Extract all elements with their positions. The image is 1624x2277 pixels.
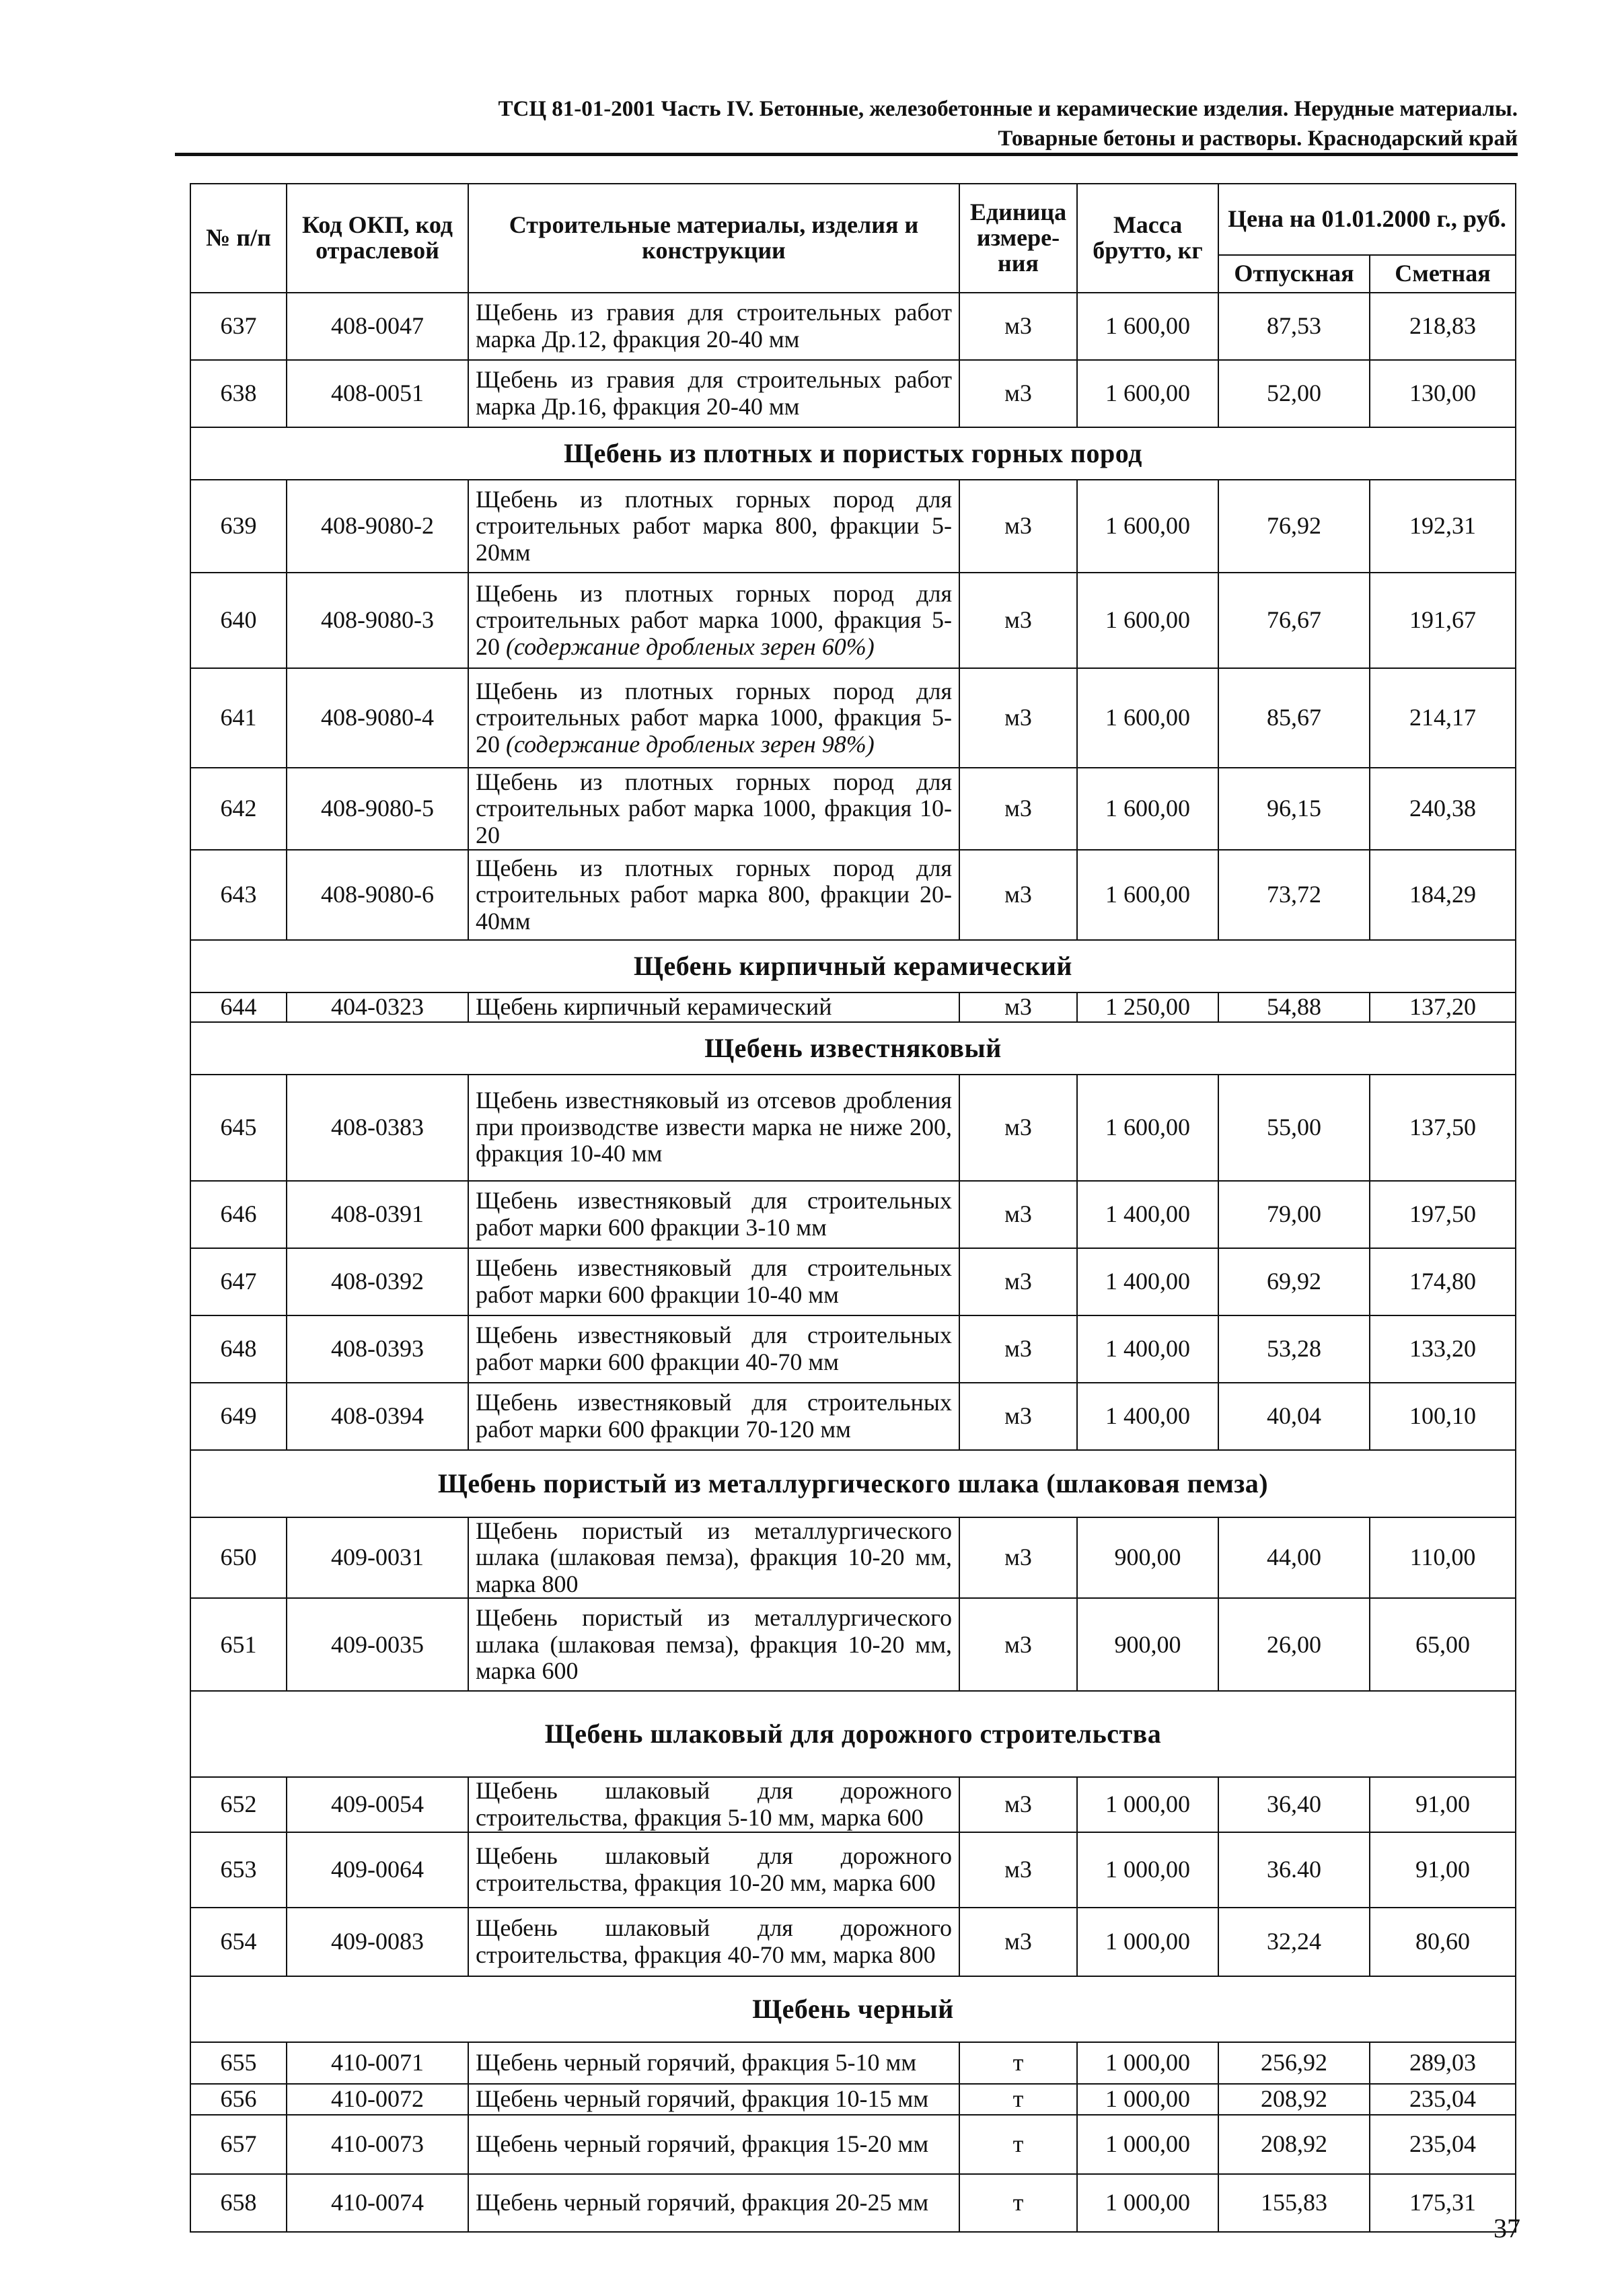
estimate-price-cell: 240,38 — [1370, 768, 1516, 850]
code-cell: 409-0031 — [287, 1517, 468, 1599]
row-number-cell: 656 — [190, 2084, 287, 2115]
row-number-cell: 650 — [190, 1517, 287, 1599]
unit-cell: т — [959, 2174, 1077, 2232]
material-cell — [468, 2174, 959, 2232]
code-cell: 410-0071 — [287, 2042, 468, 2084]
code-cell: 408-0383 — [287, 1075, 468, 1181]
unit-cell: м3 — [959, 668, 1077, 768]
mass-cell: 1 400,00 — [1077, 1383, 1218, 1450]
material-cell — [468, 2084, 959, 2115]
material-name: Щебень известняковый для строительных работ марки 600 фракции 10-40 мм — [476, 1254, 952, 1308]
mass-cell: 1 000,00 — [1077, 1777, 1218, 1832]
row-number-cell: 638 — [190, 360, 287, 427]
code-cell: 408-0391 — [287, 1181, 468, 1248]
row-number-cell: 647 — [190, 1248, 287, 1315]
column-header-mass: Масса брутто, кг — [1077, 184, 1218, 293]
code-cell: 408-9080-4 — [287, 668, 468, 768]
table-row — [190, 1181, 1516, 1248]
estimate-price-cell: 137,50 — [1370, 1075, 1516, 1181]
code-cell: 410-0072 — [287, 2084, 468, 2115]
code-cell: 408-9080-6 — [287, 850, 468, 940]
release-price-cell: 79,00 — [1218, 1181, 1370, 1248]
material-cell — [468, 2115, 959, 2174]
material-cell — [468, 1832, 959, 1908]
unit-cell: м3 — [959, 1832, 1077, 1908]
estimate-price-cell: 191,67 — [1370, 573, 1516, 668]
material-cell — [468, 1383, 959, 1450]
mass-cell: 1 600,00 — [1077, 360, 1218, 427]
unit-cell: м3 — [959, 768, 1077, 850]
release-price-cell: 76,92 — [1218, 480, 1370, 573]
code-cell: 408-9080-2 — [287, 480, 468, 573]
mass-cell: 1 400,00 — [1077, 1181, 1218, 1248]
unit-cell: м3 — [959, 992, 1077, 1022]
estimate-price-cell: 218,83 — [1370, 293, 1516, 360]
unit-cell: м3 — [959, 1777, 1077, 1832]
row-number-cell: 641 — [190, 668, 287, 768]
estimate-price-cell: 175,31 — [1370, 2174, 1516, 2232]
unit-cell: м3 — [959, 1383, 1077, 1450]
material-cell — [468, 1075, 959, 1181]
section-title: Щебень черный — [190, 1976, 1516, 2042]
section-row — [190, 1976, 1516, 2042]
table-row — [190, 360, 1516, 427]
estimate-price-cell: 65,00 — [1370, 1598, 1516, 1691]
unit-cell: м3 — [959, 293, 1077, 360]
column-header-release-price: Отпускная — [1218, 255, 1370, 293]
material-cell — [468, 850, 959, 940]
mass-cell: 1 600,00 — [1077, 1075, 1218, 1181]
release-price-cell: 85,67 — [1218, 668, 1370, 768]
release-price-cell: 36.40 — [1218, 1832, 1370, 1908]
table-row — [190, 293, 1516, 360]
estimate-price-cell: 91,00 — [1370, 1832, 1516, 1908]
estimate-price-cell: 289,03 — [1370, 2042, 1516, 2084]
mass-cell: 1 600,00 — [1077, 850, 1218, 940]
row-number-cell: 651 — [190, 1598, 287, 1691]
row-number-cell: 658 — [190, 2174, 287, 2232]
mass-cell: 1 250,00 — [1077, 992, 1218, 1022]
section-row — [190, 1022, 1516, 1075]
code-cell: 409-0064 — [287, 1832, 468, 1908]
material-name: Щебень пористый из металлургического шлака (шлаковая пемза), фракция 10-20 мм, марка 800 — [476, 1517, 952, 1597]
material-name: Щебень шлаковый для дорожного строительства, фракция 10-20 мм, марка 600 — [476, 1842, 952, 1896]
release-price-cell: 32,24 — [1218, 1908, 1370, 1976]
header-line-2: Товарные бетоны и растворы. Краснодарский край — [998, 126, 1518, 151]
material-cell — [468, 480, 959, 573]
material-name: Щебень из плотных горных пород для строительных работ марка 1000, фракция 5-20 — [476, 677, 952, 758]
release-price-cell: 155,83 — [1218, 2174, 1370, 2232]
estimate-price-cell: 137,20 — [1370, 992, 1516, 1022]
release-price-cell: 44,00 — [1218, 1517, 1370, 1599]
table-row — [190, 2115, 1516, 2174]
unit-cell: м3 — [959, 480, 1077, 573]
mass-cell: 1 000,00 — [1077, 2115, 1218, 2174]
row-number-cell: 654 — [190, 1908, 287, 1976]
material-cell — [468, 293, 959, 360]
table-row — [190, 1075, 1516, 1181]
code-cell: 410-0074 — [287, 2174, 468, 2232]
row-number-cell: 655 — [190, 2042, 287, 2084]
material-name: Щебень известняковый из отсевов дробления при производстве извести марка не ниже 200, фракция 10-40 мм — [476, 1087, 952, 1167]
section-title: Щебень шлаковый для дорожного строительства — [190, 1691, 1516, 1777]
code-cell: 408-0393 — [287, 1315, 468, 1383]
release-price-cell: 52,00 — [1218, 360, 1370, 427]
table-row — [190, 1832, 1516, 1908]
release-price-cell: 96,15 — [1218, 768, 1370, 850]
unit-cell: м3 — [959, 1517, 1077, 1599]
column-header-code: Код ОКП, код отраслевой — [287, 184, 468, 293]
release-price-cell: 208,92 — [1218, 2115, 1370, 2174]
code-cell: 408-0392 — [287, 1248, 468, 1315]
column-header-price-group: Цена на 01.01.2000 г., руб. — [1218, 184, 1516, 255]
estimate-price-cell: 100,10 — [1370, 1383, 1516, 1450]
table-row — [190, 1598, 1516, 1691]
material-name: Щебень известняковый для строительных работ марки 600 фракции 70-120 мм — [476, 1389, 952, 1443]
table-row — [190, 1517, 1516, 1599]
mass-cell: 1 600,00 — [1077, 293, 1218, 360]
row-number-cell: 639 — [190, 480, 287, 573]
mass-cell: 1 600,00 — [1077, 768, 1218, 850]
material-name: Щебень черный горячий, фракция 5-10 мм — [476, 2048, 917, 2076]
material-name: Щебень известняковый для строительных работ марки 600 фракции 40-70 мм — [476, 1322, 952, 1375]
release-price-cell: 69,92 — [1218, 1248, 1370, 1315]
section-row — [190, 940, 1516, 992]
estimate-price-cell: 80,60 — [1370, 1908, 1516, 1976]
estimate-price-cell: 192,31 — [1370, 480, 1516, 573]
section-title: Щебень известняковый — [190, 1022, 1516, 1075]
mass-cell: 1 000,00 — [1077, 1908, 1218, 1976]
table-row — [190, 1248, 1516, 1315]
row-number-cell: 657 — [190, 2115, 287, 2174]
row-number-cell: 649 — [190, 1383, 287, 1450]
code-cell: 408-9080-3 — [287, 573, 468, 668]
mass-cell: 1 000,00 — [1077, 2042, 1218, 2084]
row-number-cell: 643 — [190, 850, 287, 940]
mass-cell: 1 400,00 — [1077, 1248, 1218, 1315]
release-price-cell: 40,04 — [1218, 1383, 1370, 1450]
release-price-cell: 208,92 — [1218, 2084, 1370, 2115]
table-row — [190, 1908, 1516, 1976]
unit-cell: м3 — [959, 573, 1077, 668]
material-name: Щебень шлаковый для дорожного строительства, фракция 5-10 мм, марка 600 — [476, 1777, 952, 1831]
unit-cell: м3 — [959, 850, 1077, 940]
unit-cell: м3 — [959, 360, 1077, 427]
estimate-price-cell: 91,00 — [1370, 1777, 1516, 1832]
mass-cell: 1 000,00 — [1077, 1832, 1218, 1908]
table-row — [190, 850, 1516, 940]
table-row — [190, 2174, 1516, 2232]
section-title: Щебень кирпичный керамический — [190, 940, 1516, 992]
release-price-cell: 55,00 — [1218, 1075, 1370, 1181]
material-name: Щебень черный горячий, фракция 10-15 мм — [476, 2085, 929, 2112]
estimate-price-cell: 235,04 — [1370, 2115, 1516, 2174]
material-cell — [468, 1248, 959, 1315]
material-cell — [468, 668, 959, 768]
material-cell — [468, 1315, 959, 1383]
row-number-cell: 644 — [190, 992, 287, 1022]
code-cell: 409-0054 — [287, 1777, 468, 1832]
estimate-price-cell: 130,00 — [1370, 360, 1516, 427]
estimate-price-cell: 214,17 — [1370, 668, 1516, 768]
section-row — [190, 427, 1516, 480]
material-name: Щебень черный горячий, фракция 15-20 мм — [476, 2130, 929, 2157]
material-cell — [468, 768, 959, 850]
material-name: Щебень из гравия для строительных работ марка Др.12, фракция 20-40 мм — [476, 299, 952, 353]
code-cell: 408-0047 — [287, 293, 468, 360]
estimate-price-cell: 110,00 — [1370, 1517, 1516, 1599]
mass-cell: 900,00 — [1077, 1517, 1218, 1599]
material-name: Щебень из плотных горных пород для строительных работ марка 800, фракции 20-40мм — [476, 854, 952, 935]
release-price-cell: 53,28 — [1218, 1315, 1370, 1383]
table-row — [190, 2042, 1516, 2084]
row-number-cell: 640 — [190, 573, 287, 668]
table-row — [190, 768, 1516, 850]
table-row — [190, 668, 1516, 768]
material-cell — [468, 1181, 959, 1248]
release-price-cell: 36,40 — [1218, 1777, 1370, 1832]
row-number-cell: 645 — [190, 1075, 287, 1181]
estimate-price-cell: 197,50 — [1370, 1181, 1516, 1248]
column-header-num: № п/п — [190, 184, 287, 293]
material-cell — [468, 360, 959, 427]
material-name: Щебень шлаковый для дорожного строительства, фракция 40-70 мм, марка 800 — [476, 1914, 952, 1968]
table-row — [190, 480, 1516, 573]
material-name: Щебень пористый из металлургического шлака (шлаковая пемза), фракция 10-20 мм, марка 600 — [476, 1603, 952, 1685]
release-price-cell: 76,67 — [1218, 573, 1370, 668]
table-row — [190, 1383, 1516, 1450]
material-cell — [468, 992, 959, 1022]
unit-cell: м3 — [959, 1075, 1077, 1181]
mass-cell: 1 600,00 — [1077, 668, 1218, 768]
release-price-cell: 256,92 — [1218, 2042, 1370, 2084]
unit-cell: т — [959, 2042, 1077, 2084]
material-name: Щебень из плотных горных пород для строительных работ марка 1000, фракция 5-20 — [476, 579, 952, 660]
unit-cell: м3 — [959, 1248, 1077, 1315]
material-name: Щебень из плотных горных пород для строительных работ марка 1000, фракция 10-20 — [476, 768, 952, 848]
estimate-price-cell: 184,29 — [1370, 850, 1516, 940]
code-cell: 409-0083 — [287, 1908, 468, 1976]
row-number-cell: 648 — [190, 1315, 287, 1383]
code-cell: 408-0051 — [287, 360, 468, 427]
release-price-cell: 54,88 — [1218, 992, 1370, 1022]
material-name: Щебень известняковый для строительных работ марки 600 фракции 3-10 мм — [476, 1187, 952, 1241]
unit-cell: м3 — [959, 1908, 1077, 1976]
document-header — [175, 94, 1518, 153]
unit-cell: т — [959, 2115, 1077, 2174]
mass-cell: 1 600,00 — [1077, 480, 1218, 573]
section-title: Щебень из плотных и пористых горных пород — [190, 427, 1516, 480]
section-title: Щебень пористый из металлургического шлака (шлаковая пемза) — [190, 1450, 1516, 1517]
code-cell: 408-9080-5 — [287, 768, 468, 850]
row-number-cell: 637 — [190, 293, 287, 360]
material-cell — [468, 1908, 959, 1976]
unit-cell: т — [959, 2084, 1077, 2115]
estimate-price-cell: 133,20 — [1370, 1315, 1516, 1383]
column-header-estimate-price: Сметная — [1370, 255, 1516, 293]
release-price-cell: 26,00 — [1218, 1598, 1370, 1691]
mass-cell: 1 600,00 — [1077, 573, 1218, 668]
material-note: (содержание дробленых зерен 98%) — [506, 730, 875, 758]
section-row — [190, 1691, 1516, 1777]
column-header-material: Строительные материалы, изделия и конструкции — [468, 184, 959, 293]
table-row — [190, 1315, 1516, 1383]
table-row — [190, 573, 1516, 668]
material-note: (содержание дробленых зерен 60%) — [506, 632, 875, 660]
table-body — [190, 293, 1516, 2232]
material-name: Щебень из гравия для строительных работ марка Др.16, фракция 20-40 мм — [476, 366, 952, 420]
material-cell — [468, 1777, 959, 1832]
code-cell: 410-0073 — [287, 2115, 468, 2174]
column-header-unit: Единица измере-ния — [959, 184, 1077, 293]
materials-price-table — [190, 183, 1516, 2233]
material-cell — [468, 1598, 959, 1691]
unit-cell: м3 — [959, 1598, 1077, 1691]
material-name: Щебень черный горячий, фракция 20-25 мм — [476, 2188, 929, 2216]
section-row — [190, 1450, 1516, 1517]
row-number-cell: 653 — [190, 1832, 287, 1908]
row-number-cell: 642 — [190, 768, 287, 850]
mass-cell: 1 400,00 — [1077, 1315, 1218, 1383]
estimate-price-cell: 235,04 — [1370, 2084, 1516, 2115]
table-row — [190, 1777, 1516, 1832]
material-cell — [468, 1517, 959, 1599]
code-cell: 404-0323 — [287, 992, 468, 1022]
material-name: Щебень кирпичный керамический — [476, 993, 832, 1020]
table-row — [190, 992, 1516, 1022]
material-cell — [468, 573, 959, 668]
material-name: Щебень из плотных горных пород для строительных работ марка 800, фракции 5-20мм — [476, 485, 952, 566]
page-number: 37 — [1493, 2213, 1520, 2243]
release-price-cell: 87,53 — [1218, 293, 1370, 360]
unit-cell: м3 — [959, 1181, 1077, 1248]
header-rule — [175, 153, 1518, 156]
row-number-cell: 646 — [190, 1181, 287, 1248]
material-cell — [468, 2042, 959, 2084]
row-number-cell: 652 — [190, 1777, 287, 1832]
code-cell: 409-0035 — [287, 1598, 468, 1691]
header-line-1: ТСЦ 81-01-2001 Часть IV. Бетонные, железобетонные и керамические изделия. Нерудные материалы. — [498, 97, 1518, 121]
estimate-price-cell: 174,80 — [1370, 1248, 1516, 1315]
mass-cell: 900,00 — [1077, 1598, 1218, 1691]
code-cell: 408-0394 — [287, 1383, 468, 1450]
release-price-cell: 73,72 — [1218, 850, 1370, 940]
mass-cell: 1 000,00 — [1077, 2174, 1218, 2232]
table-row — [190, 2084, 1516, 2115]
mass-cell: 1 000,00 — [1077, 2084, 1218, 2115]
unit-cell: м3 — [959, 1315, 1077, 1383]
